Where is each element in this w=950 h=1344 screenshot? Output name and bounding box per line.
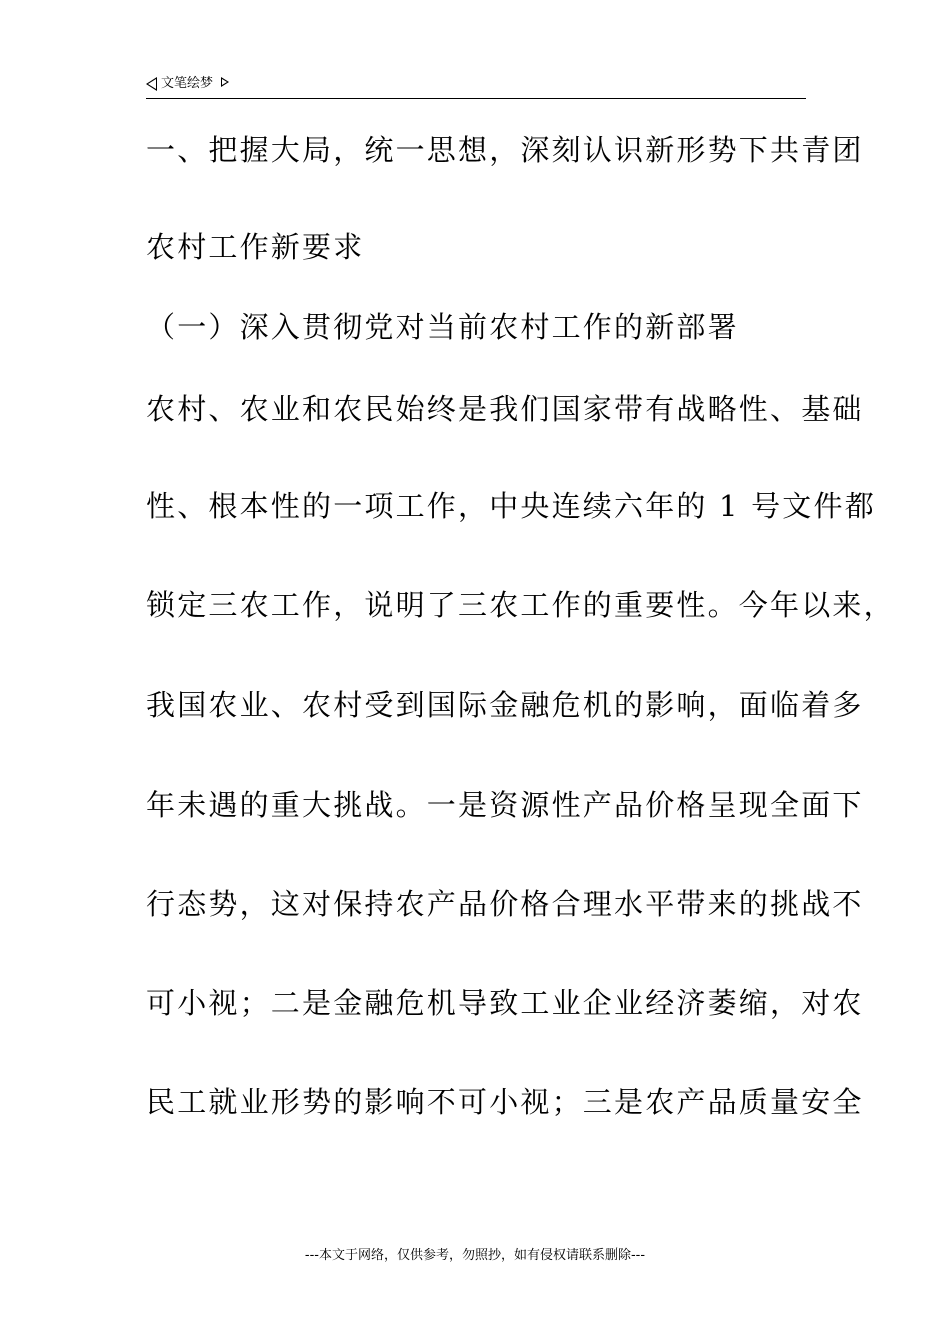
section-heading-line-2: 农村工作新要求	[146, 230, 365, 264]
body-line: 性、根本性的一项工作，中央连续六年的 1 号文件都	[146, 489, 876, 523]
section-heading-line-1: 一、把握大局，统一思想，深刻认识新形势下共青团	[146, 133, 864, 167]
body-line: 锁定三农工作，说明了三农工作的重要性。今年以来，	[146, 588, 895, 622]
right-triangle-icon	[221, 77, 229, 87]
body-line: 可小视；二是金融危机导致工业企业经济萎缩，对农	[146, 986, 864, 1020]
body-line: 年未遇的重大挑战。一是资源性产品价格呈现全面下	[146, 788, 864, 822]
body-line: 民工就业形势的影响不可小视；三是农产品质量安全	[146, 1085, 864, 1119]
page-footer-disclaimer: ---本文于网络，仅供参考，勿照抄，如有侵权请联系删除---	[304, 1248, 646, 1263]
header-brand	[146, 76, 229, 92]
page-header	[146, 72, 806, 99]
subsection-heading: （一）深入贯彻党对当前农村工作的新部署	[146, 310, 739, 344]
body-line: 行态势，这对保持农产品价格合理水平带来的挑战不	[146, 887, 864, 921]
left-triangle-icon	[146, 77, 157, 91]
header-title: 文笔绘梦	[161, 76, 214, 91]
body-line: 农村、农业和农民始终是我们国家带有战略性、基础	[146, 392, 864, 426]
body-line: 我国农业、农村受到国际金融危机的影响，面临着多	[146, 688, 864, 722]
